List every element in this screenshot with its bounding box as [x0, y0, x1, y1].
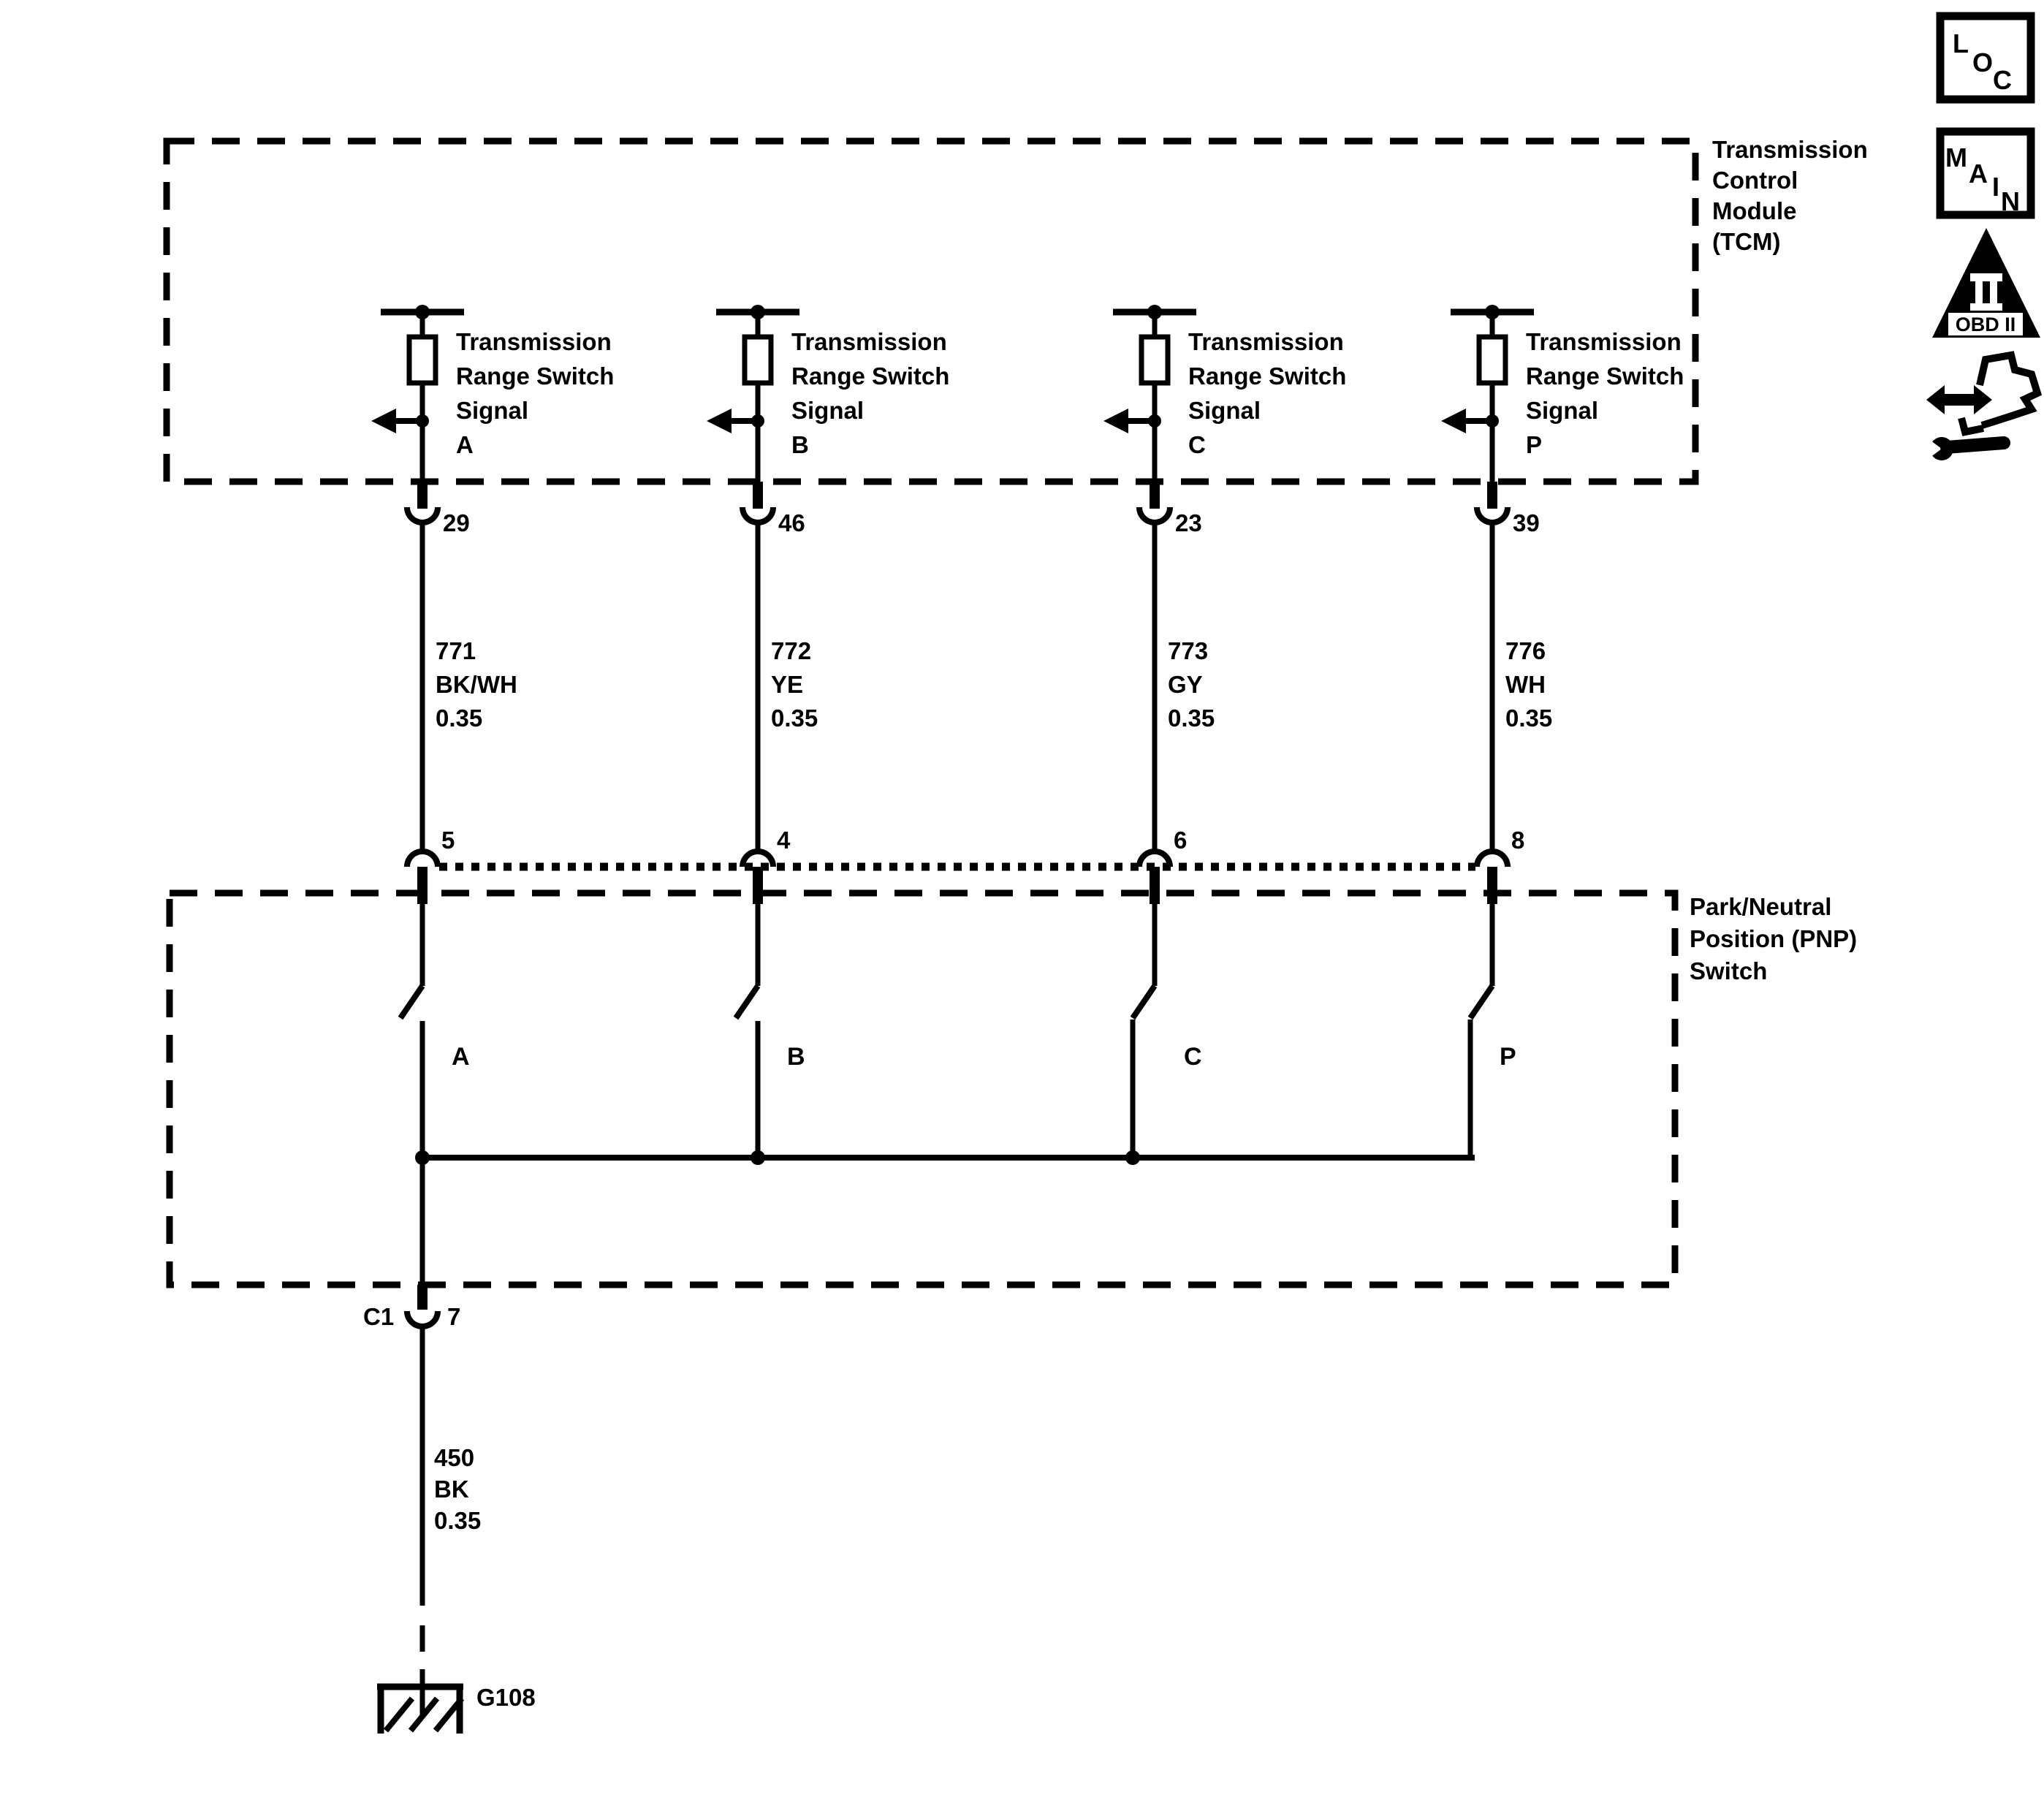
junction-dot [416, 414, 429, 428]
wire-color-label: YE [771, 671, 804, 698]
obd2-label: OBD II [1955, 314, 2016, 335]
connector-arc [407, 1311, 438, 1326]
connector-arc [1477, 851, 1508, 867]
signal-label-line: Transmission [1526, 328, 1682, 355]
wire-gauge-label: 0.35 [771, 705, 818, 732]
tcm-label-line: Transmission [1712, 136, 1868, 163]
loc-letter: O [1972, 48, 1994, 77]
resistor-icon [745, 337, 771, 383]
pnp-pin-label: 4 [777, 827, 791, 854]
signal-label-line: Range Switch [456, 362, 615, 390]
pnp-pin-label: 6 [1174, 827, 1188, 854]
circuit-number-label: 450 [434, 1444, 475, 1471]
wire-color-label: WH [1505, 671, 1546, 698]
wire-color-label: GY [1168, 671, 1203, 698]
pnp-label-line: Park/Neutral [1690, 893, 1832, 920]
switch-blade [1470, 986, 1492, 1018]
signal-label-line: B [791, 431, 809, 458]
signal-label-line: P [1526, 431, 1543, 458]
pnp-label-line: Position (PNP) [1690, 925, 1858, 952]
circuit-number-label: 772 [771, 637, 812, 664]
junction-dot [1486, 414, 1499, 428]
wire-gauge-label: 0.35 [1505, 705, 1553, 732]
branch-c [1103, 305, 1346, 1158]
connector-arc [742, 507, 773, 523]
obd2-warning-icon [1932, 228, 2040, 338]
signal-arrow-icon [1103, 409, 1128, 433]
ground-branch [363, 1158, 536, 1734]
resistor-icon [1479, 337, 1505, 383]
circuit-number-label: 771 [436, 637, 476, 664]
wire-gauge-label: 0.35 [436, 705, 483, 732]
signal-label-line: Signal [1188, 397, 1261, 424]
branch-p [1441, 305, 1684, 1161]
main-letter: I [1992, 172, 2000, 202]
connector-outline [1980, 355, 2037, 425]
connector-arc [1477, 507, 1508, 523]
signal-arrow-icon [1441, 409, 1466, 433]
tcm-label-line: Control [1712, 167, 1798, 194]
main-letter: N [2001, 186, 2020, 216]
switch-position-label: P [1500, 1043, 1516, 1071]
switch-blade [736, 986, 758, 1018]
obd2-pillar-column [1990, 281, 1997, 303]
signal-label-line: Range Switch [1188, 362, 1347, 390]
double-arrow-icon [1926, 385, 1992, 414]
ground-hatch [386, 1698, 412, 1731]
tcm-pin-label: 46 [778, 509, 805, 536]
pnp-box-outline [170, 893, 1675, 1285]
obd2-pillar-top [1970, 273, 2002, 281]
connector-arc [1139, 507, 1170, 523]
connector-pin-label: 7 [447, 1303, 461, 1330]
tcm-pin-label: 23 [1175, 509, 1202, 536]
wrench-handle [1947, 443, 2004, 447]
switch-position-label: C [1184, 1043, 1202, 1071]
pnp-pin-label: 8 [1511, 827, 1525, 854]
junction-dot [751, 414, 764, 428]
wire-gauge-label: 0.35 [434, 1507, 482, 1534]
signal-label-line: A [456, 431, 474, 458]
ground-id-label: G108 [476, 1684, 536, 1711]
diagnostic-wrench-icon [1925, 355, 2037, 460]
loc-flag-icon [1940, 16, 2031, 99]
wire-color-label: BK [434, 1476, 469, 1503]
signal-label-line: C [1188, 431, 1206, 458]
signal-arrow-icon [707, 409, 732, 433]
connector-arc [407, 851, 438, 867]
connector-arc [407, 507, 438, 523]
switch-position-label: A [452, 1043, 470, 1071]
obd2-pillar-column [1975, 281, 1983, 303]
legend [1925, 16, 2040, 460]
pnp-label-line: Switch [1690, 957, 1768, 984]
obd2-pillar-base [1970, 303, 2002, 311]
tcm-label-line: Module [1712, 197, 1797, 224]
branch-b [707, 305, 949, 1158]
connector-outline-tail [1961, 418, 1983, 432]
main-letter: A [1969, 159, 1988, 189]
tcm-label-line: (TCM) [1712, 228, 1781, 255]
signal-arrow-icon [371, 409, 396, 433]
signal-label-line: Range Switch [791, 362, 950, 390]
circuit-number-label: 776 [1505, 637, 1546, 664]
resistor-icon [1141, 337, 1168, 383]
loc-letter: L [1953, 29, 1969, 58]
resistor-icon [409, 337, 436, 383]
loc-letter: C [1993, 65, 2012, 95]
main-flag-icon [1940, 132, 2031, 216]
signal-label-line: Transmission [791, 328, 947, 355]
wire-color-label: BK/WH [436, 671, 517, 698]
tcm-pin-label: 29 [443, 509, 470, 536]
branch-a [371, 305, 614, 1158]
signal-label-line: Transmission [1188, 328, 1344, 355]
circuit-number-label: 773 [1168, 637, 1209, 664]
signal-label-line: Signal [1526, 397, 1599, 424]
wire-gauge-label: 0.35 [1168, 705, 1215, 732]
signal-label-line: Transmission [456, 328, 612, 355]
connector-label: C1 [363, 1303, 395, 1330]
pnp-pin-label: 5 [441, 827, 455, 854]
signal-label-line: Signal [791, 397, 865, 424]
signal-label-line: Range Switch [1526, 362, 1684, 390]
switch-blade [400, 986, 422, 1018]
switch-blade [1133, 986, 1155, 1018]
switch-position-label: B [787, 1043, 805, 1071]
tcm-pin-label: 39 [1513, 509, 1540, 536]
signal-label-line: Signal [456, 397, 529, 424]
junction-dot [1148, 414, 1161, 428]
main-letter: M [1945, 143, 1967, 172]
